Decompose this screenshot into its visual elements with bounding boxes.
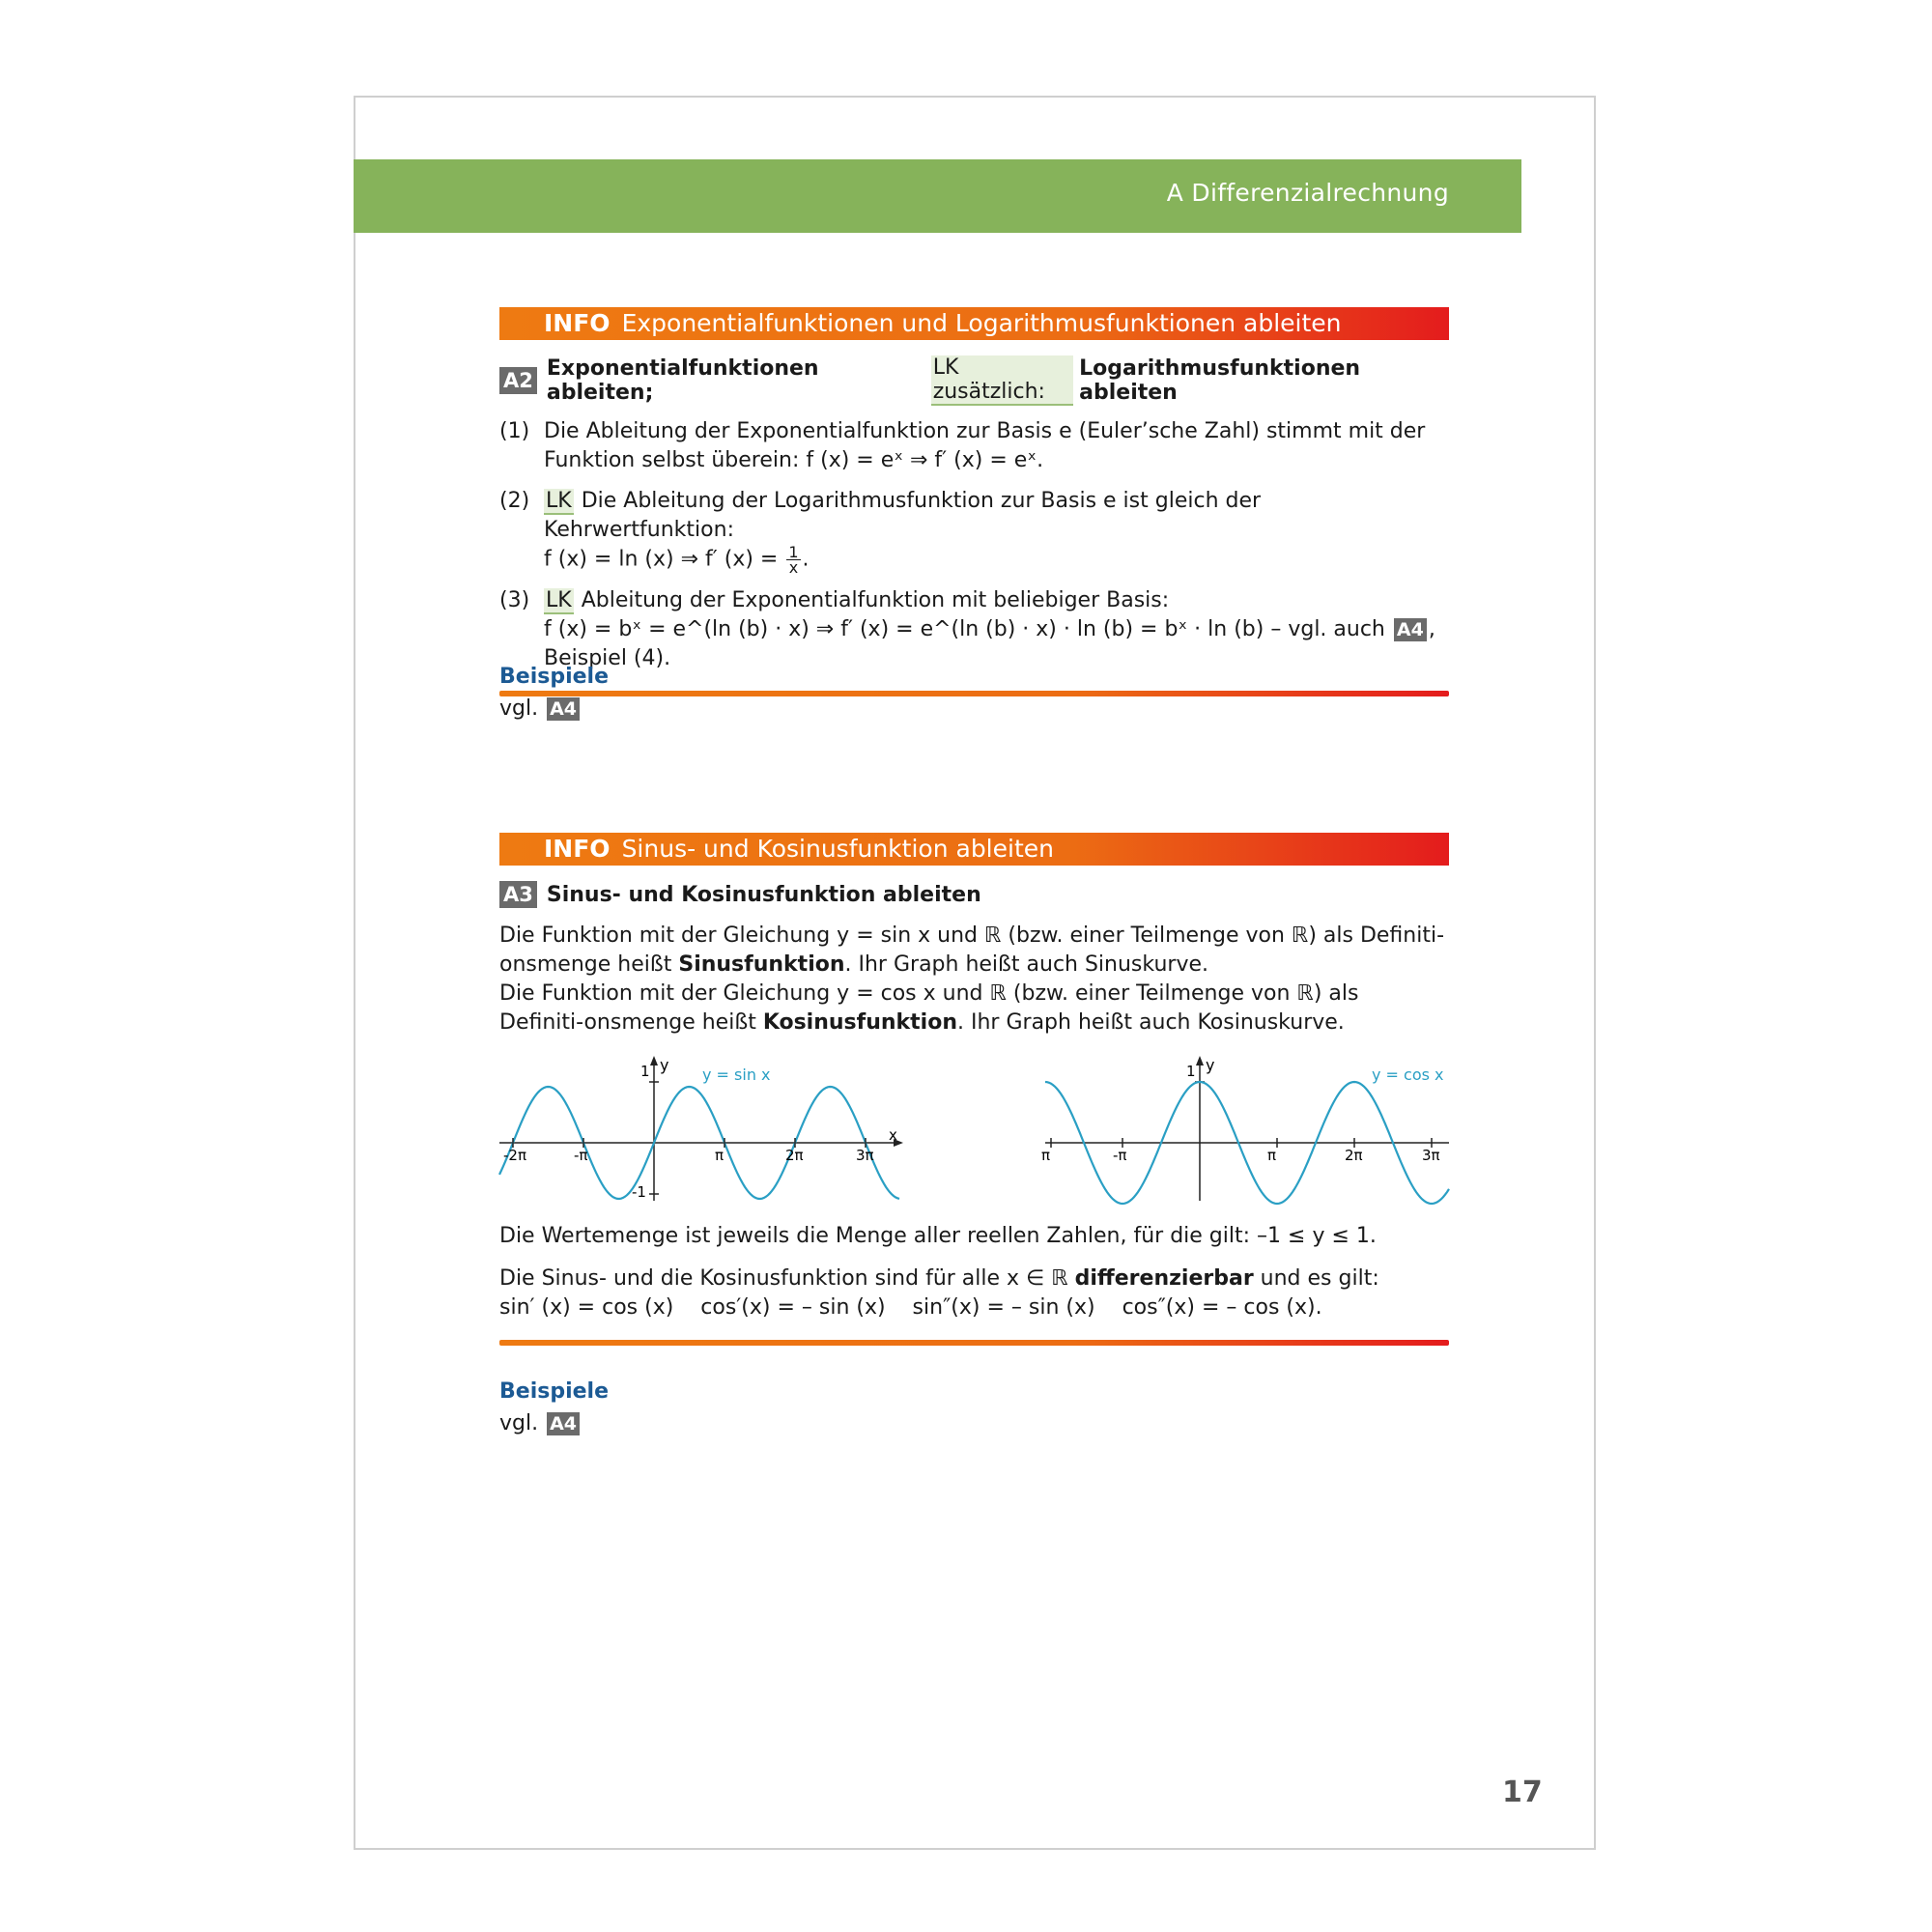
text: . Ihr Graph heißt auch Kosinuskurve. (957, 1010, 1345, 1035)
info-bar (499, 833, 1449, 866)
y-axis-label: y (1206, 1056, 1215, 1074)
item-text: Die Ableitung der Logarithmusfunktion zur Basis e ist gleich der Kehrwertfunktion: (544, 489, 1262, 542)
section-heading-a3 (499, 881, 1449, 908)
examples-heading: Beispiele (499, 665, 609, 689)
x-tick-label: -π (1113, 1147, 1127, 1164)
x-tick-label: 3π (1422, 1147, 1440, 1164)
y-top-label: 1 (1186, 1063, 1196, 1080)
info-tag: INFO (544, 835, 611, 863)
info-bar (499, 307, 1449, 340)
term-kosinusfunktion: Kosinusfunktion (762, 1010, 958, 1035)
item-number: (3) (499, 588, 530, 612)
chapter-header (354, 159, 1521, 233)
vgl-label: vgl. (499, 1411, 539, 1435)
x-tick-label: -2π (503, 1147, 526, 1164)
y-axis-label: y (660, 1056, 669, 1074)
y-axis-arrow (1196, 1056, 1204, 1065)
text: Die Sinus- und die Kosinusfunktion sind für alle x ∈ ℝ (499, 1266, 1075, 1291)
lk-marker: LK (546, 489, 572, 513)
item-number: (1) (499, 419, 530, 443)
fraction-denominator: x (788, 558, 799, 577)
info-title: Sinus- und Kosinusfunktion ableiten (621, 835, 1054, 863)
formula: f (x) = ln (x) ⇒ f′ (x) = (544, 547, 785, 572)
badge-a4: A4 (547, 697, 580, 721)
fraction (786, 545, 800, 575)
x-tick-label: π (1267, 1147, 1277, 1164)
x-tick-label: π (1041, 1147, 1051, 1164)
lk-marker: LK (546, 588, 572, 612)
y-bottom-label: -1 (632, 1183, 646, 1201)
derivatives-line: sin′ (x) = cos (x) cos′(x) = – sin (x) sin″(x) = – sin (x) cos″(x) = – cos (x). (499, 1295, 1322, 1320)
info-tag: INFO (544, 309, 611, 337)
paragraph-kosinus (499, 980, 1449, 1037)
text: und es gilt: (1253, 1266, 1379, 1291)
info-box-exponential (499, 307, 1449, 696)
chapter-title: A Differenzialrechnung (1166, 179, 1449, 207)
info-title: Exponentialfunktionen und Logarithmusfunktionen ableiten (621, 309, 1342, 337)
item-text: Die Ableitung der Exponentialfunktion zur Basis e (Euler’sche Zahl) stimmt mit der Funktion selbst überein: f (x) = eˣ ⇒ f′ (x) = eˣ. (544, 419, 1426, 472)
x-tick-label: -π (574, 1147, 588, 1164)
y-axis-arrow (650, 1056, 658, 1065)
x-tick-label: π (715, 1147, 724, 1164)
x-tick-label: 3π (856, 1147, 874, 1164)
curve-label: y = cos x (1372, 1065, 1444, 1084)
item-number: (2) (499, 489, 530, 513)
paragraph-differenzierbar (499, 1264, 1449, 1293)
lk-marker: LK zusätzlich: (931, 355, 1073, 406)
info-bottom-rule (499, 1340, 1449, 1346)
vgl-label: vgl. (499, 696, 539, 721)
term-differenzierbar: differenzierbar (1074, 1266, 1254, 1291)
badge-a2: A2 (499, 367, 537, 394)
examples-heading: Beispiele (499, 1379, 609, 1404)
item-text: Ableitung der Exponentialfunktion mit beliebiger Basis: (581, 588, 1170, 612)
examples-reference (499, 696, 1449, 721)
paragraph-sinus (499, 922, 1449, 980)
heading-part-a: Exponentialfunktionen ableiten; (546, 356, 819, 405)
fraction-numerator: 1 (788, 543, 799, 561)
sine-graph (499, 1056, 905, 1203)
list-item (499, 586, 1449, 673)
heading-part-b: Logarithmusfunktionen ableiten (1079, 356, 1361, 405)
x-tick-label: 2π (785, 1147, 804, 1164)
term-sinusfunktion: Sinusfunktion (678, 952, 845, 977)
examples-reference (499, 1411, 1449, 1435)
text: . Ihr Graph heißt auch Sinuskurve. (844, 952, 1208, 977)
x-axis-label: x (889, 1126, 897, 1144)
formula: f (x) = bˣ = e^(ln (b) · x) ⇒ f′ (x) = e^(ln (b) · x) · ln (b) = bˣ · ln (b) – vgl. auch (544, 617, 1385, 641)
info-box-sinus-continued (499, 1222, 1449, 1346)
y-top-label: 1 (640, 1063, 650, 1080)
badge-a3: A3 (499, 881, 537, 908)
formula-suffix: . (802, 547, 810, 572)
list-item (499, 417, 1449, 475)
badge-a4: A4 (547, 1412, 580, 1435)
info-box-sinus (499, 833, 1449, 1037)
list-item (499, 487, 1449, 575)
examples-block (499, 665, 1449, 721)
text: Die Funktion mit der Gleichung y = cos x und ℝ (bzw. einer Teilmenge von ℝ) als Definiti-onsmenge heißt (499, 981, 1359, 1035)
section-heading-a2 (499, 355, 1449, 406)
x-tick-label: 2π (1345, 1147, 1363, 1164)
ref-suffix: , Beispiel (4). (544, 617, 1435, 670)
heading-text: Sinus- und Kosinusfunktion ableiten (546, 882, 981, 907)
examples-block (499, 1379, 1449, 1435)
cosine-graph (1041, 1056, 1451, 1203)
curve-label: y = sin x (702, 1065, 771, 1084)
paragraph-wertemenge: Die Wertemenge ist jeweils die Menge aller reellen Zahlen, für die gilt: –1 ≤ y ≤ 1. (499, 1224, 1377, 1248)
page-number: 17 (1502, 1776, 1543, 1809)
text: Die Funktion mit der Gleichung y = sin x und ℝ (bzw. einer Teilmenge von ℝ) als Definiti-onsmenge heißt (499, 923, 1445, 977)
badge-a4: A4 (1394, 618, 1427, 641)
